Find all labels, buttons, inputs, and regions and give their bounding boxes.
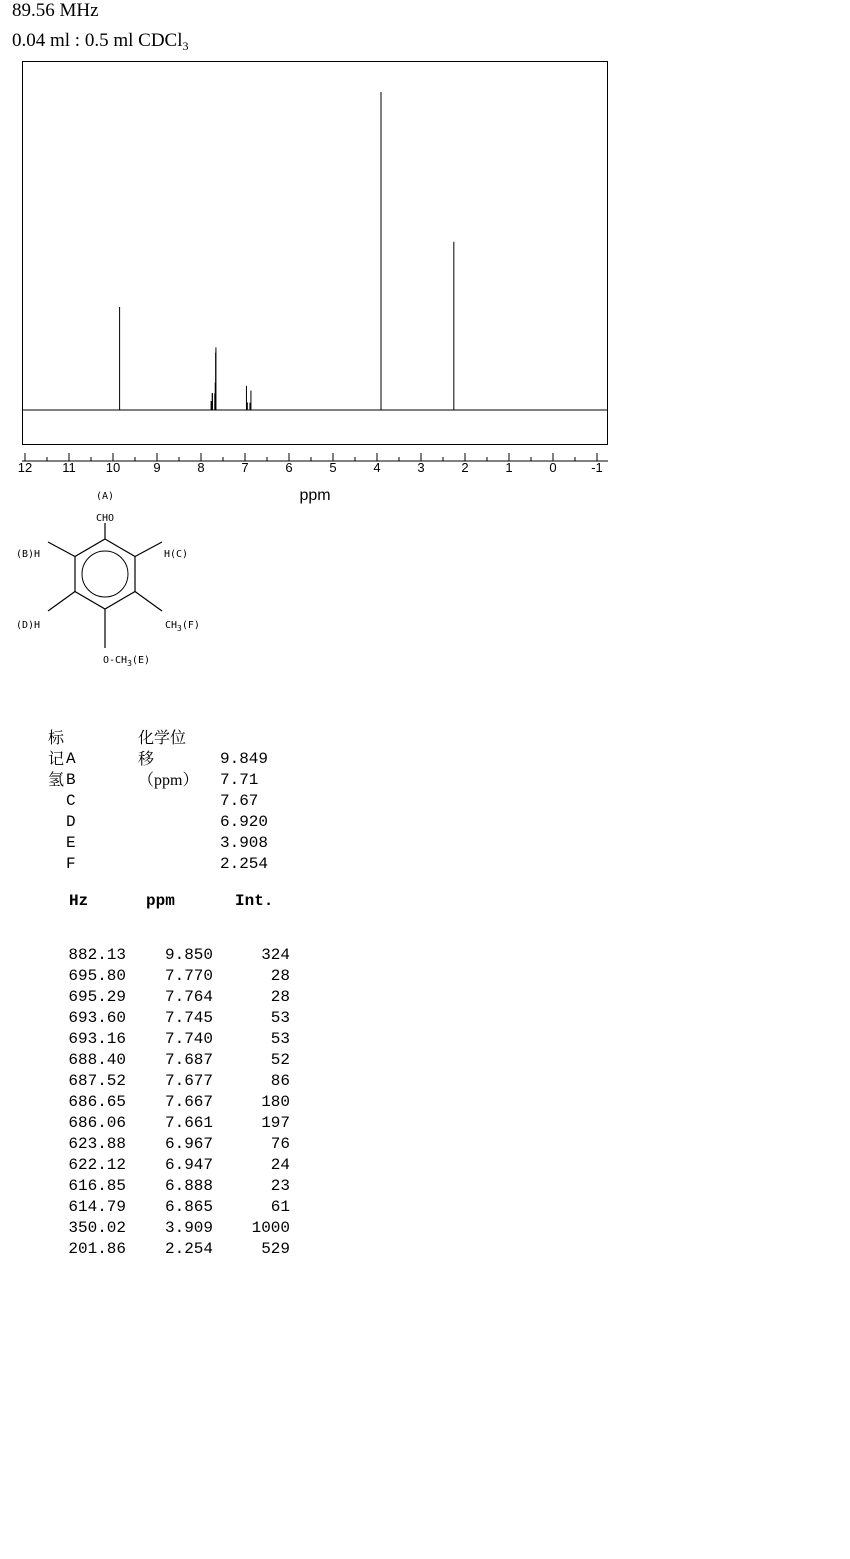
label-e	[103, 655, 150, 668]
assignment-proton-label: E	[66, 834, 76, 852]
assignment-shift-value: 3.908	[220, 834, 269, 852]
label-c: H(C)	[164, 549, 189, 560]
peak-ppm-cell: 9.850	[164, 946, 213, 964]
x-tick-label: 0	[549, 460, 557, 475]
assignment-shift-value: 9.849	[220, 750, 269, 768]
assignment-proton-label: C	[66, 792, 76, 810]
assignment-shift-value: 2.254	[220, 855, 269, 873]
x-tick-label: 7	[241, 460, 249, 475]
x-tick-label: 9	[153, 460, 161, 475]
peak-ppm-cell: 2.254	[164, 1240, 213, 1258]
label-e-suffix: (E)	[131, 655, 150, 666]
peak-int-cell: 76	[270, 1135, 290, 1153]
peak-int-cell: 180	[261, 1093, 290, 1111]
peak-ppm-cell: 7.661	[164, 1114, 213, 1132]
label-f-sub: 3	[177, 624, 182, 633]
peak-hz-cell: 623.88	[68, 1135, 126, 1153]
peak-ppm-cell: 7.687	[164, 1051, 213, 1069]
header-int: Int.	[235, 892, 274, 910]
x-tick-label: 3	[417, 460, 425, 475]
peak-ppm-cell: 6.888	[164, 1177, 213, 1195]
peak-int-cell: 61	[270, 1198, 290, 1216]
peak-hz-cell: 693.16	[68, 1030, 126, 1048]
bond-hc	[135, 542, 162, 557]
peak-int-cell: 86	[270, 1072, 290, 1090]
label-f-suffix: (F)	[181, 620, 200, 631]
peak-hz-cell: 686.65	[68, 1093, 126, 1111]
label-cho: CHO	[95, 513, 115, 524]
label-d: (D)H	[16, 620, 41, 631]
spectrum-peaks	[120, 92, 454, 410]
assignment-shift-value: 6.920	[220, 813, 269, 831]
label-f	[165, 620, 200, 633]
x-tick-label: 11	[62, 460, 76, 475]
assignment-shift-value: 7.71	[220, 771, 259, 789]
peak-int-cell: 197	[261, 1114, 290, 1132]
peak-int-cell: 52	[270, 1051, 290, 1069]
solvent-subscript: 3	[182, 39, 189, 53]
bond-ch3f	[135, 592, 162, 612]
assignment-header-shift: 化学位移（ppm）	[138, 730, 199, 789]
assignment-header-label: 标记氢	[48, 730, 65, 789]
peak-hz-cell: 201.86	[68, 1240, 126, 1258]
solvent-text: 0.04 ml : 0.5 ml CDCl	[12, 30, 183, 51]
peak-ppm-cell: 7.770	[164, 967, 213, 985]
peak-hz-cell: 693.60	[68, 1009, 126, 1027]
label-e-sub: 3	[127, 659, 132, 668]
x-tick-label: 12	[17, 460, 33, 475]
peak-int-cell: 23	[270, 1177, 290, 1195]
peak-ppm-cell: 7.667	[164, 1093, 213, 1111]
molecule-structure	[0, 484, 260, 674]
label-e-prefix: O-CH	[103, 655, 128, 666]
assignment-proton-label: D	[66, 813, 76, 831]
peak-hz-cell: 616.85	[68, 1177, 126, 1195]
header-hz: Hz	[69, 892, 89, 910]
x-tick-label: 8	[197, 460, 205, 475]
peak-hz-cell: 695.80	[68, 967, 126, 985]
peak-ppm-cell: 7.740	[164, 1030, 213, 1048]
x-tick-label: 10	[105, 460, 121, 475]
label-f-prefix: CH	[165, 620, 178, 631]
peak-ppm-cell: 6.967	[164, 1135, 213, 1153]
label-a: (A)	[95, 491, 115, 502]
x-tick-label: 2	[461, 460, 469, 475]
x-tick-label: -1	[591, 460, 603, 475]
assignment-proton-label: F	[66, 855, 76, 873]
peak-int-cell: 53	[270, 1030, 290, 1048]
x-axis-label: ppm	[299, 487, 331, 504]
peak-ppm-cell: 6.865	[164, 1198, 213, 1216]
spectrometer-frequency: 89.56 MHz	[12, 0, 99, 21]
peak-hz-cell: 350.02	[68, 1219, 126, 1237]
peak-hz-cell: 686.06	[68, 1114, 126, 1132]
bond-hb	[48, 542, 75, 557]
aromatic-circle	[82, 551, 128, 597]
nmr-spectrum-chart	[0, 56, 640, 508]
benzene-ring	[75, 539, 135, 609]
peak-int-cell: 28	[270, 988, 290, 1006]
assignment-proton-label: A	[66, 750, 76, 768]
peak-int-cell: 324	[261, 946, 290, 964]
x-tick-label: 4	[373, 460, 381, 475]
x-tick-label: 6	[285, 460, 293, 475]
peak-hz-cell: 688.40	[68, 1051, 126, 1069]
x-tick-label: 5	[329, 460, 337, 475]
peak-ppm-cell: 7.677	[164, 1072, 213, 1090]
assignment-shift-value: 7.67	[220, 792, 259, 810]
plot-frame	[23, 62, 608, 445]
peak-int-cell: 53	[270, 1009, 290, 1027]
peak-hz-cell: 614.79	[68, 1198, 126, 1216]
peak-int-cell: 1000	[251, 1219, 290, 1237]
x-axis-tick-labels	[18, 460, 603, 475]
peak-hz-cell: 687.52	[68, 1072, 126, 1090]
peak-hz-cell: 882.13	[68, 946, 126, 964]
bond-hd	[48, 592, 75, 612]
peak-ppm-cell: 3.909	[164, 1219, 213, 1237]
peak-int-cell: 529	[261, 1240, 290, 1258]
assignment-proton-label: B	[66, 771, 76, 789]
peak-hz-cell: 695.29	[68, 988, 126, 1006]
header-ppm: ppm	[146, 892, 175, 910]
peak-hz-cell: 622.12	[68, 1156, 126, 1174]
peak-int-cell: 28	[270, 967, 290, 985]
peak-int-cell: 24	[270, 1156, 290, 1174]
label-b: (B)H	[16, 549, 41, 560]
x-tick-label: 1	[505, 460, 513, 475]
peak-ppm-cell: 6.947	[164, 1156, 213, 1174]
sample-solvent	[12, 30, 189, 57]
peak-ppm-cell: 7.764	[164, 988, 213, 1006]
peak-ppm-cell: 7.745	[164, 1009, 213, 1027]
